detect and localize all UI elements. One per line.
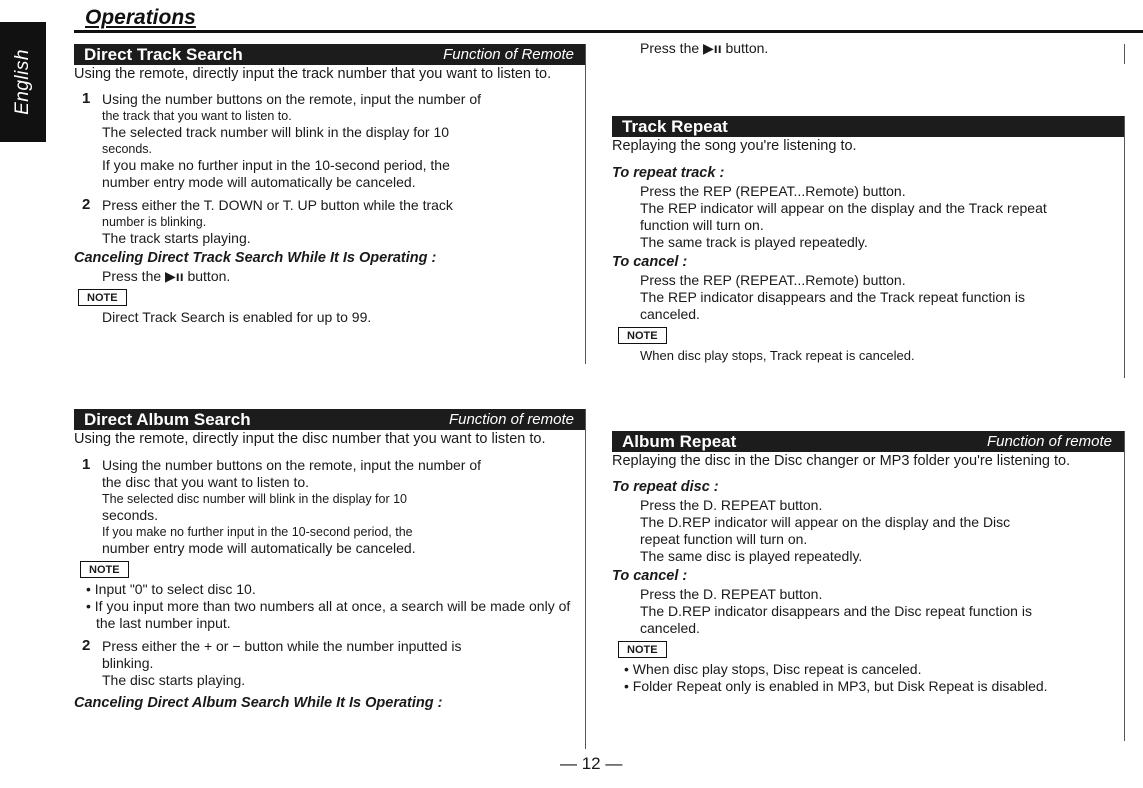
instruction-line: Press the D. REPEAT button. — [640, 586, 823, 602]
section-title: Track Repeat — [622, 116, 728, 136]
note-list — [612, 661, 1124, 695]
step-text: Using the number buttons on the remote, input the number of — [102, 457, 482, 473]
note-bullet: • Input "0" to select disc 10. — [86, 581, 256, 597]
page-title: Operations — [85, 6, 196, 29]
album-repeat-header — [612, 431, 1124, 452]
note-list — [74, 581, 586, 632]
section-intro: Replaying the song you're listening to. — [612, 138, 857, 154]
cancel-instruction — [74, 268, 586, 285]
section-title: Album Repeat — [622, 431, 737, 451]
page-number: — 12 — — [560, 754, 623, 773]
section-intro: Replaying the disc in the Disc changer or MP3 folder you're listening to. — [612, 453, 1071, 469]
note-bullet: • If you input more than two numbers all at once, a search will be made only of the last number input. — [86, 598, 571, 631]
note-bullet: • When disc play stops, Disc repeat is canceled. — [624, 661, 922, 677]
note-badge: NOTE — [618, 327, 667, 344]
step-number: 1 — [82, 456, 91, 473]
step-text: The disc starts playing. — [102, 672, 246, 688]
note-badge: NOTE — [78, 289, 127, 306]
instruction-line: The same track is played repeatedly. — [640, 234, 868, 250]
album-repeat-section — [612, 431, 1124, 695]
instruction-line: function will turn on. — [640, 217, 764, 233]
step-text: Press either the + or − button while the number inputted is — [102, 638, 462, 654]
step-text: number is blinking. — [102, 215, 207, 229]
instruction-line: canceled. — [640, 306, 700, 322]
column-divider — [1124, 431, 1125, 741]
cancel-instructions — [612, 272, 1124, 323]
step-text: number entry mode will automatically be canceled. — [102, 540, 416, 556]
step-2 — [74, 638, 586, 689]
instruction-line: Press the D. REPEAT button. — [640, 497, 823, 513]
cancel-heading: Canceling Direct Album Search While It Is Operating : — [74, 695, 443, 711]
section-intro: Using the remote, directly input the disc number that you want to listen to. — [74, 431, 546, 447]
column-divider — [1124, 44, 1125, 64]
direct-album-search-section — [74, 409, 586, 713]
instruction-line: repeat function will turn on. — [640, 531, 808, 547]
instruction-line: The same disc is played repeatedly. — [640, 548, 863, 564]
section-title: Direct Track Search — [84, 44, 243, 64]
direct-album-search-header — [74, 409, 586, 430]
cancel-heading: Canceling Direct Track Search While It Is Operating : — [74, 250, 437, 266]
track-repeat-section — [612, 116, 1124, 364]
repeat-heading: To repeat disc : — [612, 479, 719, 495]
section-intro: Using the remote, directly input the track number that you want to listen to. — [74, 66, 552, 82]
cancel-heading: To cancel : — [612, 568, 688, 584]
step-1 — [74, 91, 586, 191]
step-text: seconds. — [102, 142, 153, 156]
step-text: If you make no further input in the 10-second period, the — [102, 525, 413, 539]
step-number: 2 — [82, 196, 91, 213]
instruction-line: canceled. — [640, 620, 700, 636]
step-text: number entry mode will automatically be canceled. — [102, 174, 416, 190]
step-2 — [74, 197, 586, 247]
direct-track-search-section — [74, 44, 586, 326]
button-text: button. — [725, 40, 769, 56]
note-text: Direct Track Search is enabled for up to 99. — [102, 309, 372, 325]
continued-instruction — [640, 40, 768, 57]
step-text: Press either the T. DOWN or T. UP button while the track — [102, 197, 453, 213]
cancel-instructions — [612, 586, 1124, 637]
play-pause-icon: ▶ıı — [165, 268, 184, 284]
step-text: The selected track number will blink in the display for 10 — [102, 124, 450, 140]
press-text: Press the — [102, 268, 162, 284]
step-text: blinking. — [102, 655, 154, 671]
repeat-instructions — [612, 183, 1124, 251]
step-text: The track starts playing. — [102, 230, 251, 246]
section-subtitle: Function of remote — [986, 433, 1112, 450]
press-text: Press the — [640, 40, 700, 56]
section-subtitle: Function of Remote — [443, 46, 574, 63]
instruction-line: The REP indicator disappears and the Track repeat function is — [640, 289, 1025, 305]
repeat-heading: To repeat track : — [612, 165, 725, 181]
instruction-line: Press the REP (REPEAT...Remote) button. — [640, 183, 906, 199]
section-title: Direct Album Search — [84, 409, 251, 429]
instruction-line: The REP indicator will appear on the display and the Track repeat — [640, 200, 1047, 216]
repeat-instructions — [612, 497, 1124, 565]
step-text: Using the number buttons on the remote, input the number of — [102, 91, 482, 107]
column-divider — [585, 409, 586, 749]
step-number: 2 — [82, 637, 91, 654]
step-text: The selected disc number will blink in the display for 10 — [102, 492, 408, 506]
step-1 — [74, 457, 586, 557]
instruction-line: The D.REP indicator disappears and the Disc repeat function is — [640, 603, 1032, 619]
column-divider — [585, 44, 586, 364]
cancel-heading: To cancel : — [612, 254, 688, 270]
language-label: English — [12, 49, 34, 115]
note-badge: NOTE — [618, 641, 667, 658]
step-text: seconds. — [102, 507, 159, 523]
note-bullet: • Folder Repeat only is enabled in MP3, but Disk Repeat is disabled. — [624, 678, 1048, 694]
step-text: the track that you want to listen to. — [102, 109, 292, 123]
play-pause-icon: ▶ıı — [703, 40, 722, 56]
step-text: the disc that you want to listen to. — [102, 474, 310, 490]
track-repeat-header — [612, 116, 1124, 137]
note-badge: NOTE — [80, 561, 129, 578]
instruction-line: The D.REP indicator will appear on the display and the Disc — [640, 514, 1011, 530]
note-text: When disc play stops, Track repeat is canceled. — [640, 348, 915, 363]
section-subtitle: Function of remote — [448, 411, 574, 428]
direct-track-search-header — [74, 44, 586, 65]
button-text: button. — [187, 268, 231, 284]
step-number: 1 — [82, 90, 91, 107]
step-text: If you make no further input in the 10-second period, the — [102, 157, 450, 173]
column-divider — [1124, 116, 1125, 378]
title-rule — [74, 30, 1143, 33]
instruction-line: Press the REP (REPEAT...Remote) button. — [640, 272, 906, 288]
language-tab — [0, 22, 46, 142]
